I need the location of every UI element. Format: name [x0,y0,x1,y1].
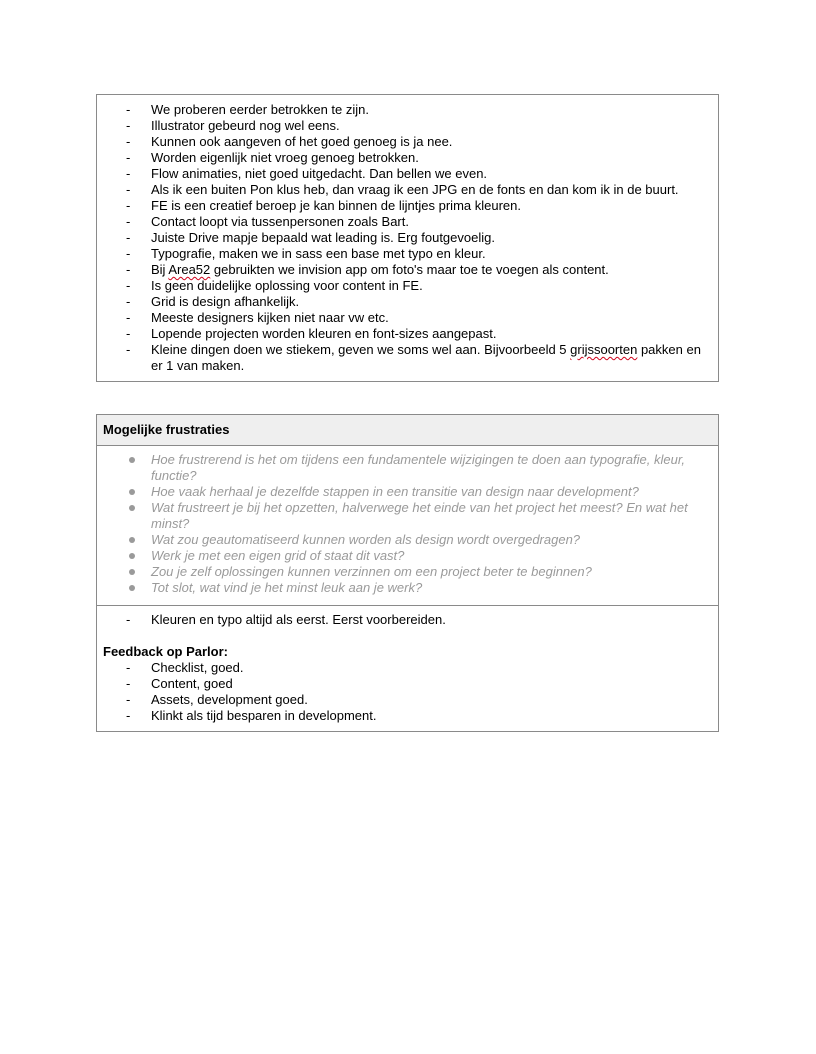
answers-cell [97,606,718,724]
question-item: Hoe vaak herhaal je dezelfde stappen in een transitie van design naar development? [103,484,706,500]
question-item: Wat frustreert je bij het opzetten, halverwege het einde van het project het meest? En wat het minst? [103,500,706,532]
list-item: - Juiste Drive mapje bepaald wat leading is. Erg foutgevoelig. [103,230,706,246]
spellcheck-flagged-word[interactable]: Area52 [168,262,211,277]
feedback-item: - Checklist, goed. [103,660,706,676]
list-item: - Lopende projecten worden kleuren en font-sizes aangepast. [103,326,706,342]
feedback-item: - Assets, development goed. [103,692,706,708]
question-item: Tot slot, wat vind je het minst leuk aan je werk? [103,580,706,596]
list-item [103,342,706,374]
list-item: - Illustrator gebeurd nog wel eens. [103,118,706,134]
question-item: Zou je zelf oplossingen kunnen verzinnen om een project beter te beginnen? [103,564,706,580]
notes-list [103,102,706,374]
list-item: - Meeste designers kijken niet naar vw etc. [103,310,706,326]
list-item: - Worden eigenlijk niet vroeg genoeg betrokken. [103,150,706,166]
list-item-text: Bij [151,262,169,277]
frustrations-header [97,415,718,446]
list-item: - Is geen duidelijke oplossing voor content in FE. [103,278,706,294]
list-item: - Flow animaties, niet goed uitgedacht. Dan bellen we even. [103,166,706,182]
feedback-item: - Content, goed [103,676,706,692]
list-item: - Contact loopt via tussenpersonen zoals Bart. [103,214,706,230]
answer-list [103,612,706,628]
spellcheck-flagged-word[interactable]: grijssoorten [570,342,638,357]
list-item-text: gebruikten we invision app om foto's maar toe te voegen als content. [210,262,609,277]
frustrations-title: Mogelijke frustraties [103,422,230,437]
list-item: - Als ik een buiten Pon klus heb, dan vraag ik een JPG en de fonts en dan kom ik in de buurt. [103,182,706,198]
list-item-text: pakken en er 1 van maken. [151,342,701,373]
questions-cell [97,446,718,606]
list-item: - Typografie, maken we in sass een base met typo en kleur. [103,246,706,262]
frustrations-table [96,414,719,732]
feedback-item: - Klinkt als tijd besparen in development. [103,708,706,724]
list-item-text: Kleine dingen doen we stiekem, geven we soms wel aan. Bijvoorbeeld 5 [151,342,571,357]
question-item: Werk je met een eigen grid of staat dit vast? [103,548,706,564]
feedback-list [103,660,706,724]
list-item: - Kunnen ook aangeven of het goed genoeg is ja nee. [103,134,706,150]
answer-item: - Kleuren en typo altijd als eerst. Eerst voorbereiden. [103,612,706,628]
list-item [103,262,706,278]
feedback-title: Feedback op Parlor: [103,644,228,659]
question-item: Hoe frustrerend is het om tijdens een fundamentele wijzigingen te doen aan typografie, kleur, functie? [103,452,706,484]
question-item: Wat zou geautomatiseerd kunnen worden als design wordt overgedragen? [103,532,706,548]
list-item: - FE is een creatief beroep je kan binnen de lijntjes prima kleuren. [103,198,706,214]
list-item: - Grid is design afhankelijk. [103,294,706,310]
questions-list [103,452,706,596]
notes-table [96,94,719,382]
list-item: - We proberen eerder betrokken te zijn. [103,102,706,118]
